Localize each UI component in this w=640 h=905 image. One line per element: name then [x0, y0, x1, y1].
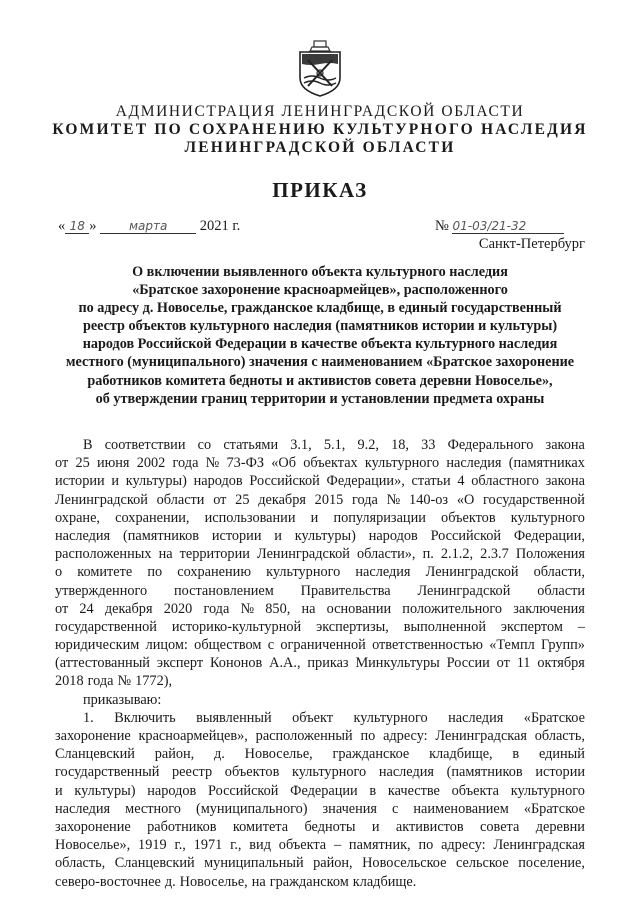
body-word: по	[147, 564, 163, 581]
body-word: обществом	[194, 637, 262, 654]
body-word: памятник,	[348, 837, 411, 854]
body-word: лицом:	[145, 637, 188, 654]
body-word: –	[577, 618, 585, 635]
body-word: года	[203, 600, 230, 617]
body-word: район,	[313, 855, 353, 872]
body-word: истории	[211, 527, 262, 544]
body-word: закона	[545, 473, 585, 490]
order-body	[55, 436, 585, 891]
body-word: объектов	[441, 509, 496, 526]
body-word: объекта	[451, 782, 499, 799]
body-word: от	[213, 491, 227, 508]
body-line	[55, 454, 585, 472]
body-word: 1971	[193, 837, 223, 854]
body-word: Федерации,	[513, 527, 585, 544]
body-word: от	[55, 455, 69, 472]
body-word: народов	[147, 782, 197, 799]
body-word: объект	[292, 709, 333, 726]
body-word: Ленинградской	[425, 564, 519, 581]
body-word: соответствии	[104, 437, 186, 453]
body-word: Российской	[430, 527, 502, 544]
body-word: наследия	[355, 564, 411, 581]
body-word: муниципальный	[204, 855, 304, 872]
body-word: 850,	[265, 600, 291, 617]
committee-region: ЛЕНИНГРАДСКОЙ ОБЛАСТИ	[184, 139, 456, 156]
body-word: года	[352, 491, 378, 508]
subject-line: О включении выявленного объекта культурного наследия	[132, 264, 508, 280]
body-word: 2015	[314, 491, 344, 508]
body-word: с	[267, 637, 275, 654]
body-word: гражданское	[332, 746, 410, 763]
body-word: Новосельское	[362, 855, 447, 872]
body-word: объектах	[303, 455, 358, 472]
body-word: года	[172, 455, 199, 472]
body-word: наследия	[378, 764, 434, 781]
body-word: 1772),	[135, 673, 173, 690]
body-word: 24	[79, 600, 94, 617]
body-word: государственный	[55, 764, 160, 781]
body-word: истории	[535, 764, 585, 781]
body-line	[55, 509, 585, 527]
body-word: 2020	[163, 600, 193, 617]
body-word: постановлением	[174, 582, 274, 599]
committee-title: КОМИТЕТ ПО СОХРАНЕНИЮ КУЛЬТУРНОГО НАСЛЕДИЯ	[52, 121, 588, 138]
body-word: 3.1,	[290, 437, 312, 453]
body-word: области	[537, 582, 585, 599]
body-line	[55, 618, 585, 636]
body-word: –	[333, 837, 342, 854]
body-word: (памятников	[446, 764, 523, 781]
body-word: сохранении,	[115, 509, 190, 526]
body-word: 5.1,	[323, 437, 346, 453]
body-word: и	[111, 473, 120, 490]
body-word: Включить	[114, 709, 176, 726]
body-line	[55, 636, 585, 654]
body-word: северо-восточнее	[55, 873, 161, 890]
body-word: утвержденного	[55, 582, 148, 599]
body-word: Федерации	[290, 782, 358, 799]
body-word: №	[240, 600, 255, 617]
body-word: России	[446, 655, 490, 672]
body-word: Минкультуры	[355, 655, 440, 672]
body-word: в	[512, 746, 520, 763]
body-word: использовании	[204, 509, 296, 526]
body-word: 25	[75, 455, 90, 472]
body-word: ограниченной	[280, 637, 366, 654]
city: Санкт-Петербург	[478, 236, 585, 252]
body-line	[55, 600, 585, 618]
body-word: Правительства	[300, 582, 391, 599]
body-word: бедноты	[304, 818, 356, 835]
body-word: статьи	[411, 473, 451, 490]
body-word: Положения	[515, 546, 585, 563]
body-word: наследия	[55, 800, 111, 817]
body-word: июня	[96, 455, 130, 472]
body-word: 2018	[55, 673, 84, 690]
body-word: 18,	[391, 437, 409, 453]
body-word: красноармейцев»,	[138, 728, 248, 744]
date-month: марта	[100, 219, 196, 234]
body-word: сельское	[455, 855, 509, 872]
body-line	[55, 654, 585, 672]
body-word: культурного	[266, 564, 341, 581]
body-word: кладбище.	[352, 873, 417, 890]
body-word: в	[369, 782, 377, 799]
body-word: Федерации»,	[326, 473, 405, 490]
body-word: захоронение	[55, 728, 131, 744]
body-word: 2002	[136, 455, 166, 472]
body-word: Ленинградская	[493, 837, 585, 854]
body-word: государственной	[483, 491, 585, 508]
body-word: №	[386, 491, 401, 508]
body-word: с	[392, 800, 399, 817]
body-word: №	[117, 673, 132, 690]
body-word: г.,	[174, 837, 186, 854]
body-word: по	[418, 837, 434, 854]
document-type: ПРИКАЗ	[272, 178, 368, 202]
body-word: Ленинградской	[55, 491, 148, 508]
body-word: сохранению	[177, 564, 251, 581]
body-word: октября	[537, 655, 585, 672]
body-line	[55, 800, 585, 818]
body-word: от	[496, 655, 510, 672]
body-word: выявленный	[196, 709, 272, 726]
body-word: значения	[322, 800, 378, 817]
body-word: культуры)	[294, 527, 356, 544]
body-word: положительного	[402, 600, 503, 617]
body-line	[55, 672, 585, 690]
body-word: (памятниках	[508, 455, 585, 472]
body-word: Федерального	[447, 437, 534, 453]
body-word: объекта	[278, 837, 327, 854]
body-word: на	[301, 600, 316, 617]
body-word: захоронение	[55, 818, 131, 835]
body-word: область,	[55, 855, 106, 872]
administration-title: АДМИНИСТРАЦИЯ ЛЕНИНГРАДСКОЙ ОБЛАСТИ	[115, 103, 525, 120]
body-line	[55, 527, 585, 545]
body-word: 11	[516, 655, 531, 672]
body-word: государственной	[55, 618, 157, 635]
body-word: Сланцевский	[114, 855, 195, 872]
body-word: года	[87, 673, 114, 690]
body-word: расположенный	[255, 728, 353, 744]
body-word: 1919	[138, 837, 167, 854]
body-line	[55, 691, 585, 709]
body-word: Новоселье»,	[55, 837, 131, 854]
body-word: наследия	[446, 455, 502, 472]
body-word: комитете	[77, 564, 133, 581]
body-word: и	[310, 509, 319, 526]
subject-line: местного (муниципального) значения с наименованием «Братское захоронение	[65, 354, 575, 371]
body-word: и	[55, 782, 63, 799]
body-word: «Братское	[523, 800, 585, 817]
body-word: Ленинградской	[417, 582, 511, 599]
body-word: культурного	[510, 509, 585, 526]
body-word: культурного	[291, 764, 367, 781]
body-word: Ленинградская	[435, 728, 527, 744]
order-subject	[55, 263, 585, 408]
body-word: и	[274, 527, 282, 544]
body-word: д.	[164, 873, 176, 890]
subject-line: работников комитета бедноты и активистов совета деревни Новоселье»,	[87, 372, 553, 389]
body-word: комитета	[232, 818, 289, 835]
body-word: народов	[368, 527, 418, 544]
body-word: декабря	[104, 600, 153, 617]
body-line	[55, 873, 585, 891]
number-prefix: №	[435, 218, 449, 234]
body-word: д.	[214, 746, 225, 763]
subject-line: реестр объектов культурного наследия (памятников истории и культуры)	[82, 318, 558, 335]
body-word: ответственностью	[372, 637, 483, 654]
body-word: расположенных	[55, 546, 152, 563]
body-word: местного	[125, 800, 181, 817]
body-word: и	[371, 818, 380, 835]
body-word: Групп»	[541, 637, 585, 654]
body-word: Новоселье,	[244, 746, 313, 763]
body-word: работников	[147, 818, 217, 835]
date-close-quote: »	[89, 218, 97, 234]
body-word: истории	[55, 473, 105, 490]
body-word: Российской	[249, 473, 320, 490]
body-word: по	[360, 728, 376, 744]
body-line	[55, 854, 585, 872]
body-word: 25	[235, 491, 250, 508]
body-line	[55, 745, 585, 763]
body-word: на	[158, 546, 173, 563]
body-word: Новоселье,	[179, 873, 248, 890]
body-word: основании	[326, 600, 392, 617]
body-word: популяризации	[333, 509, 426, 526]
body-word: культурного	[353, 709, 428, 726]
body-word: 2.3.7	[480, 546, 509, 563]
body-word: 1.	[83, 709, 94, 726]
body-word: 140-оз	[409, 491, 449, 508]
body-word: Российской	[207, 782, 279, 799]
body-word: от	[55, 600, 69, 617]
body-line	[55, 818, 585, 836]
body-word: (аттестованный	[55, 655, 150, 672]
body-line	[55, 472, 585, 490]
body-line	[55, 763, 585, 781]
body-word: «Об	[271, 455, 296, 472]
order-date	[58, 218, 240, 235]
body-word: 73-ФЗ	[226, 455, 265, 472]
subject-line: «Братское захоронение красноармейцев», расположенного	[132, 282, 508, 299]
body-word: области,	[533, 564, 585, 581]
body-line	[55, 563, 585, 581]
body-word: охране,	[55, 509, 101, 526]
body-word: народов	[193, 473, 243, 490]
body-word: областного	[471, 473, 539, 490]
subject-line: по адресу д. Новоселье, гражданское кладбище, в единый государственный	[78, 300, 562, 317]
body-line	[55, 709, 585, 727]
order-number	[435, 218, 564, 235]
subject-line: народов Российской Федерации в качестве объекта культурного наследия	[82, 336, 558, 353]
body-word: культуры)	[74, 782, 136, 799]
body-word: культуры)	[125, 473, 187, 490]
body-word: наследия	[448, 709, 504, 726]
body-word: экспертом	[500, 618, 563, 635]
body-word: кладбище,	[429, 746, 493, 763]
body-word: эксперт	[156, 655, 204, 672]
body-word: 33	[421, 437, 436, 453]
body-word: о	[55, 564, 63, 581]
body-line	[55, 727, 585, 745]
body-word: историко-культурной	[171, 618, 302, 635]
body-word: В	[83, 437, 93, 453]
body-word: на	[251, 873, 266, 890]
body-word: приказываю:	[83, 691, 162, 708]
body-word: декабря	[258, 491, 306, 508]
body-word: единый	[538, 746, 585, 763]
body-word: поселение,	[518, 855, 585, 872]
body-word: адресу:	[441, 837, 486, 854]
body-word: деревни	[535, 818, 585, 835]
body-word: 9.2,	[357, 437, 379, 453]
body-word: г.,	[230, 837, 242, 854]
body-word: п.	[422, 546, 434, 563]
body-word: «Темпл	[489, 637, 535, 654]
body-word: Ленинградской	[256, 546, 350, 563]
body-word: Кононов	[209, 655, 263, 672]
body-word: активистов	[395, 818, 464, 835]
body-word: «О	[456, 491, 475, 508]
body-word: вид	[249, 837, 271, 854]
number-value: 01-03/21-32	[452, 219, 564, 234]
body-word: приказ	[307, 655, 349, 672]
body-word: наименованием	[413, 800, 509, 817]
date-open-quote: «	[58, 218, 66, 234]
body-word: 4	[457, 473, 465, 490]
body-word: адресу:	[383, 728, 428, 744]
body-word: закона	[545, 437, 585, 453]
body-word: культурного	[510, 782, 585, 799]
body-word: качестве	[387, 782, 440, 799]
subject-line: об утверждении границ территории и установлении предмета охраны	[95, 390, 545, 407]
body-word: области	[156, 491, 205, 508]
body-word: заключения	[513, 600, 585, 617]
body-word: гражданском	[269, 873, 349, 890]
body-word: 2.1.2,	[440, 546, 474, 563]
body-line	[55, 582, 585, 600]
body-word: (памятников	[122, 527, 200, 544]
body-word: область,	[534, 728, 585, 744]
body-word: экспертизы,	[316, 618, 389, 635]
body-word: статьями	[223, 437, 279, 453]
body-word: области»,	[356, 546, 416, 563]
body-word: (муниципального)	[195, 800, 308, 817]
date-year: 2021 г.	[199, 218, 241, 234]
body-word: «Братское	[523, 709, 585, 726]
body-word: район,	[154, 746, 195, 763]
body-word: реестр	[172, 764, 213, 781]
body-word: совета	[480, 818, 520, 835]
body-line	[55, 545, 585, 563]
body-word: Сланцевский	[55, 746, 135, 763]
coat-of-arms-icon	[296, 40, 344, 98]
body-word: со	[197, 437, 212, 453]
body-word: территории	[179, 546, 250, 563]
body-word: выполненной	[403, 618, 486, 635]
body-word: наследия	[55, 527, 111, 544]
body-word: юридическим	[55, 637, 140, 654]
body-word: А.А.,	[269, 655, 301, 672]
body-line	[55, 782, 585, 800]
body-word: №	[205, 455, 220, 472]
body-word: культурного	[364, 455, 440, 472]
body-line	[55, 436, 585, 454]
date-day: 18	[65, 219, 89, 234]
body-line	[55, 836, 585, 854]
body-line	[55, 491, 585, 509]
body-word: объектов	[224, 764, 280, 781]
